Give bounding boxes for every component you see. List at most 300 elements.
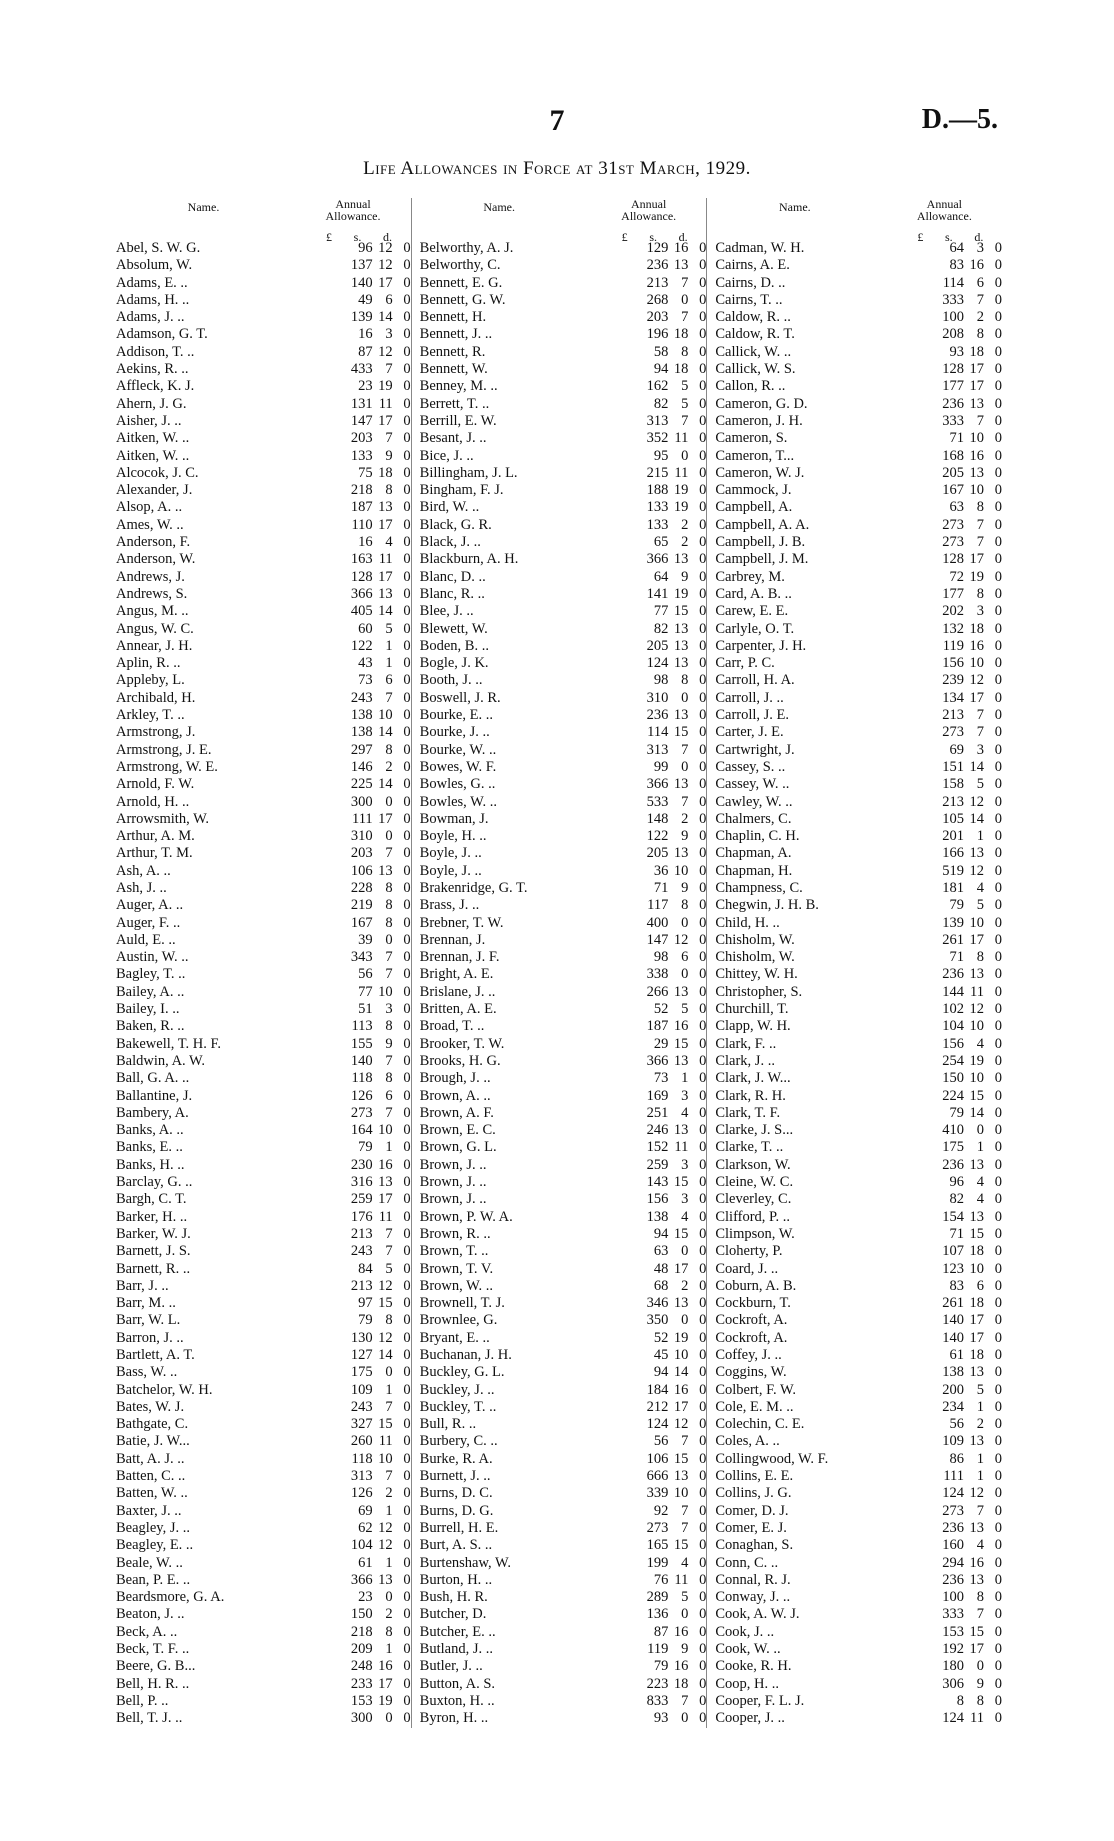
pounds-value: 273 bbox=[942, 1502, 965, 1519]
leader-space bbox=[614, 759, 640, 776]
pence-value: 0 bbox=[994, 326, 1003, 343]
shillings-value: 12 bbox=[378, 240, 393, 256]
shillings-value: 12 bbox=[673, 931, 689, 948]
leader-space bbox=[910, 430, 936, 447]
pence-value: 0 bbox=[699, 1416, 707, 1433]
pounds-value: 137 bbox=[350, 257, 373, 274]
shillings-value: 6 bbox=[681, 949, 689, 966]
shillings-value: 8 bbox=[681, 343, 689, 360]
pence-value: 0 bbox=[994, 828, 1003, 845]
pence-value: 0 bbox=[403, 361, 411, 378]
shillings-value: 12 bbox=[378, 1519, 393, 1536]
pence-value: 0 bbox=[699, 724, 707, 741]
pensioner-name: Brown, T. .. bbox=[419, 1243, 489, 1260]
pence-value: 0 bbox=[994, 689, 1003, 706]
leader-space bbox=[910, 1278, 936, 1295]
leader-space bbox=[614, 1312, 640, 1329]
shillings-value: 19 bbox=[969, 568, 985, 585]
leader-space bbox=[910, 1364, 936, 1381]
leader-space bbox=[319, 1451, 345, 1468]
shillings-value: 13 bbox=[969, 1571, 985, 1588]
shillings-value: 8 bbox=[385, 1018, 393, 1035]
pounds-value: 533 bbox=[646, 793, 669, 810]
pounds-value: 261 bbox=[942, 931, 965, 948]
pounds-value: 156 bbox=[942, 655, 965, 672]
pounds-value: 259 bbox=[350, 1191, 373, 1208]
table-row bbox=[116, 534, 411, 551]
pence-value: 0 bbox=[994, 257, 1003, 274]
pensioner-name: Berrill, E. W. bbox=[419, 412, 497, 429]
leader-space bbox=[910, 1330, 936, 1347]
pensioner-name: Barron, J. .. bbox=[116, 1329, 184, 1346]
pence-unit: d. bbox=[382, 230, 392, 244]
pounds-value: 119 bbox=[647, 1641, 669, 1658]
leader-space bbox=[614, 707, 640, 724]
table-row bbox=[707, 690, 1002, 707]
shillings-value: 16 bbox=[673, 1623, 689, 1640]
shillings-value: 1 bbox=[976, 1139, 985, 1156]
shillings-value: 17 bbox=[378, 810, 393, 827]
leader-space bbox=[910, 621, 936, 638]
pence-value: 0 bbox=[403, 1398, 411, 1415]
pensioner-name: Clarke, T. .. bbox=[715, 1139, 784, 1156]
pensioner-name: Archibald, H. bbox=[116, 689, 196, 706]
pounds-value: 105 bbox=[942, 810, 965, 827]
shillings-value: 5 bbox=[681, 395, 689, 412]
pence-value: 0 bbox=[994, 412, 1003, 429]
shillings-value: 13 bbox=[673, 1052, 689, 1069]
allowance-header-line1: Annual bbox=[926, 197, 962, 211]
table-row bbox=[116, 240, 411, 257]
pensioner-name: Buxton, H. .. bbox=[419, 1692, 495, 1709]
pounds-value: 124 bbox=[942, 1485, 965, 1502]
leader-space bbox=[614, 1122, 640, 1139]
shillings-value: 0 bbox=[385, 828, 393, 845]
shillings-value: 7 bbox=[681, 1692, 689, 1709]
table-row bbox=[412, 292, 707, 309]
pounds-value: 124 bbox=[942, 1710, 965, 1727]
shillings-value: 15 bbox=[673, 724, 689, 741]
pence-value: 0 bbox=[403, 879, 411, 896]
leader-space bbox=[910, 448, 936, 465]
leader-space bbox=[319, 1053, 345, 1070]
pensioner-name: Blanc, R. .. bbox=[419, 585, 485, 602]
pensioner-name: Brown, J. .. bbox=[419, 1191, 487, 1208]
shillings-value: 0 bbox=[681, 1243, 689, 1260]
pensioner-name: Cameron, S. bbox=[715, 430, 788, 447]
pensioner-name: Blee, J. .. bbox=[419, 603, 474, 620]
pensioner-name: Bennett, E. G. bbox=[419, 274, 503, 291]
pence-value: 0 bbox=[403, 1468, 411, 1485]
pence-value: 0 bbox=[994, 551, 1003, 568]
table-row bbox=[412, 1053, 707, 1070]
shillings-value: 12 bbox=[378, 1537, 393, 1554]
leader-space bbox=[910, 344, 936, 361]
pensioner-name: Coffey, J. .. bbox=[715, 1347, 782, 1363]
shillings-value: 18 bbox=[673, 1675, 689, 1692]
shillings-value: 7 bbox=[681, 412, 689, 429]
pounds-value: 219 bbox=[350, 897, 373, 914]
pence-value: 0 bbox=[994, 914, 1003, 931]
pensioner-name: Brennan, J. bbox=[419, 931, 486, 948]
pensioner-name: Chittey, W. H. bbox=[715, 966, 798, 983]
pounds-value: 246 bbox=[646, 1122, 669, 1139]
pence-value: 0 bbox=[994, 758, 1003, 775]
table-row bbox=[116, 430, 411, 447]
table-row bbox=[707, 569, 1002, 586]
shillings-value: 1 bbox=[681, 1070, 689, 1087]
pence-value: 0 bbox=[699, 1589, 707, 1606]
table-row bbox=[116, 1624, 411, 1641]
pounds-value: 300 bbox=[350, 793, 373, 810]
shillings-value: 5 bbox=[385, 620, 393, 637]
leader-space bbox=[614, 1174, 640, 1191]
leader-space bbox=[614, 396, 640, 413]
table-row bbox=[116, 621, 411, 638]
pounds-value: 154 bbox=[942, 1208, 965, 1225]
leader-space bbox=[319, 534, 345, 551]
pence-value: 0 bbox=[403, 1070, 411, 1087]
pensioner-name: Buckley, T. .. bbox=[419, 1398, 497, 1415]
table-row bbox=[412, 1122, 707, 1139]
pensioner-name: Arnold, H. .. bbox=[116, 793, 190, 810]
pensioner-name: Brown, J. .. bbox=[419, 1174, 487, 1191]
pensioner-name: Clark, T. F. bbox=[715, 1104, 781, 1121]
table-row bbox=[116, 396, 411, 413]
pence-value: 0 bbox=[699, 1433, 707, 1450]
table-row bbox=[707, 1174, 1002, 1191]
table-row bbox=[707, 499, 1002, 516]
table-row bbox=[412, 257, 707, 274]
table-row bbox=[412, 326, 707, 343]
table-row bbox=[116, 690, 411, 707]
shillings-value: 13 bbox=[969, 1433, 985, 1450]
leader-space bbox=[910, 1001, 936, 1018]
pounds-value: 52 bbox=[653, 1329, 669, 1346]
table-row bbox=[412, 1070, 707, 1087]
pounds-value: 109 bbox=[350, 1381, 373, 1398]
pounds-value: 73 bbox=[358, 672, 373, 689]
shillings-value: 16 bbox=[673, 240, 689, 256]
pence-value: 0 bbox=[699, 1035, 707, 1052]
shillings-value: 10 bbox=[378, 983, 393, 1000]
pensioner-name: Batt, A. J. .. bbox=[116, 1450, 185, 1467]
table-row bbox=[412, 1399, 707, 1416]
pensioner-name: Aplin, R. .. bbox=[116, 655, 181, 672]
shillings-value: 8 bbox=[385, 1070, 393, 1087]
pensioner-name: Collins, E. E. bbox=[715, 1468, 794, 1485]
leader-space bbox=[910, 828, 936, 845]
pensioner-name: Broad, T. .. bbox=[419, 1018, 485, 1035]
pounds-value: 94 bbox=[653, 361, 669, 378]
pensioner-name: Batie, J. W... bbox=[116, 1433, 190, 1450]
shillings-value: 12 bbox=[378, 343, 393, 360]
leader-space bbox=[319, 1295, 345, 1312]
pounds-value: 123 bbox=[942, 1260, 965, 1277]
pensioner-name: Cawley, W. .. bbox=[715, 793, 793, 810]
leader-space bbox=[910, 1416, 936, 1433]
pensioner-name: Bakewell, T. H. F. bbox=[116, 1035, 222, 1052]
table-row bbox=[707, 828, 1002, 845]
pence-value: 0 bbox=[994, 655, 1003, 672]
leader-space bbox=[614, 378, 640, 395]
leader-space bbox=[319, 897, 345, 914]
shillings-value: 11 bbox=[674, 430, 689, 447]
pence-value: 0 bbox=[699, 776, 707, 793]
table-row bbox=[116, 1485, 411, 1502]
pence-value: 0 bbox=[403, 482, 411, 499]
pence-value: 0 bbox=[699, 447, 707, 464]
leader-space bbox=[614, 1416, 640, 1433]
table-row bbox=[412, 1018, 707, 1035]
pensioner-name: Cloherty, P. bbox=[715, 1243, 783, 1260]
table-row bbox=[116, 1088, 411, 1105]
pensioner-name: Annear, J. H. bbox=[116, 637, 193, 654]
pence-value: 0 bbox=[994, 776, 1003, 793]
pounds-value: 94 bbox=[653, 1364, 669, 1381]
shillings-value: 7 bbox=[976, 1606, 985, 1623]
table-row bbox=[707, 586, 1002, 603]
leader-space bbox=[319, 742, 345, 759]
pence-value: 0 bbox=[994, 1485, 1003, 1502]
pence-value: 0 bbox=[994, 1035, 1003, 1052]
leader-space bbox=[614, 1606, 640, 1623]
table-row bbox=[412, 828, 707, 845]
table-row bbox=[412, 309, 707, 326]
leader-space bbox=[319, 413, 345, 430]
pence-value: 0 bbox=[403, 1606, 411, 1623]
shillings-value: 13 bbox=[673, 845, 689, 862]
shillings-value: 18 bbox=[378, 464, 393, 481]
shillings-value: 13 bbox=[673, 655, 689, 672]
pounds-value: 58 bbox=[653, 343, 669, 360]
leader-space bbox=[910, 378, 936, 395]
leader-space bbox=[614, 1382, 640, 1399]
pensioner-name: Cook, J. .. bbox=[715, 1623, 775, 1640]
pounds-value: 196 bbox=[646, 326, 669, 343]
table-row bbox=[116, 966, 411, 983]
shillings-value: 7 bbox=[681, 274, 689, 291]
pounds-value: 833 bbox=[646, 1692, 669, 1709]
table-row bbox=[707, 1157, 1002, 1174]
table-row bbox=[412, 1676, 707, 1693]
leader-space bbox=[614, 1261, 640, 1278]
shillings-value: 3 bbox=[681, 1191, 689, 1208]
leader-space bbox=[614, 1295, 640, 1312]
table-row bbox=[116, 949, 411, 966]
pounds-value: 87 bbox=[653, 1623, 669, 1640]
pence-value: 0 bbox=[403, 1035, 411, 1052]
table-row bbox=[707, 1382, 1002, 1399]
pensioner-name: Burnett, J. .. bbox=[419, 1468, 491, 1485]
allowance-header-line2: Allowance. bbox=[325, 209, 381, 223]
leader-space bbox=[319, 1710, 345, 1727]
pence-value: 0 bbox=[994, 620, 1003, 637]
pensioner-name: Armstrong, J. E. bbox=[116, 741, 212, 758]
leader-space bbox=[319, 966, 345, 983]
pensioner-name: Carroll, J. E. bbox=[715, 707, 790, 724]
pence-value: 0 bbox=[699, 430, 707, 447]
pounds-value: 82 bbox=[653, 620, 669, 637]
pounds-value: 146 bbox=[350, 758, 373, 775]
pounds-value: 156 bbox=[646, 1191, 669, 1208]
pounds-value: 140 bbox=[350, 1052, 373, 1069]
pensioner-name: Adams, J. .. bbox=[116, 309, 185, 326]
pounds-value: 188 bbox=[646, 482, 669, 499]
shillings-value: 6 bbox=[385, 672, 393, 689]
shillings-value: 5 bbox=[681, 1001, 689, 1018]
pence-value: 0 bbox=[403, 655, 411, 672]
leader-space bbox=[910, 707, 936, 724]
pence-value: 0 bbox=[994, 1450, 1003, 1467]
pensioner-name: Bowman, J. bbox=[419, 810, 489, 827]
table-row bbox=[707, 1485, 1002, 1502]
shillings-value: 0 bbox=[385, 1710, 393, 1727]
table-row bbox=[412, 1261, 707, 1278]
table-row bbox=[116, 1468, 411, 1485]
leader-space bbox=[910, 586, 936, 603]
leader-space bbox=[910, 1399, 936, 1416]
pence-value: 0 bbox=[403, 776, 411, 793]
pounds-value: 405 bbox=[350, 603, 373, 620]
pensioner-name: Burton, H. .. bbox=[419, 1571, 493, 1588]
pounds-value: 77 bbox=[653, 603, 669, 620]
table-row bbox=[707, 1589, 1002, 1606]
pounds-value: 132 bbox=[942, 620, 965, 637]
table-row bbox=[412, 1088, 707, 1105]
table-row bbox=[707, 534, 1002, 551]
pensioner-name: Banks, E. .. bbox=[116, 1139, 183, 1156]
leader-space bbox=[614, 465, 640, 482]
table-row bbox=[707, 326, 1002, 343]
pence-value: 0 bbox=[403, 949, 411, 966]
table-row bbox=[116, 1191, 411, 1208]
pensioner-name: Cleverley, C. bbox=[715, 1191, 792, 1208]
shillings-value: 15 bbox=[673, 603, 689, 620]
pounds-value: 16 bbox=[358, 534, 373, 551]
shillings-value: 16 bbox=[673, 1658, 689, 1675]
shillings-value: 7 bbox=[681, 1502, 689, 1519]
leader-space bbox=[319, 828, 345, 845]
pence-value: 0 bbox=[403, 862, 411, 879]
pounds-value: 254 bbox=[942, 1052, 965, 1069]
pensioner-name: Brown, E. C. bbox=[419, 1122, 496, 1139]
pence-value: 0 bbox=[403, 1623, 411, 1640]
table-row bbox=[116, 1572, 411, 1589]
pounds-value: 86 bbox=[949, 1450, 965, 1467]
pensioner-name: Brislane, J. .. bbox=[419, 983, 496, 1000]
pounds-value: 69 bbox=[358, 1502, 373, 1519]
pence-value: 0 bbox=[994, 1468, 1003, 1485]
pensioner-name: Chaplin, C. H. bbox=[715, 828, 800, 845]
table-row bbox=[707, 1191, 1002, 1208]
pence-value: 0 bbox=[403, 412, 411, 429]
pounds-value: 71 bbox=[949, 949, 965, 966]
pence-value: 0 bbox=[403, 257, 411, 274]
leader-space bbox=[910, 1157, 936, 1174]
shillings-value: 17 bbox=[673, 1260, 689, 1277]
pensioner-name: Bell, T. J. .. bbox=[116, 1710, 183, 1727]
pounds-value: 72 bbox=[949, 568, 965, 585]
leader-space bbox=[910, 638, 936, 655]
pounds-value: 205 bbox=[646, 845, 669, 862]
leader-space bbox=[614, 586, 640, 603]
pence-value: 0 bbox=[994, 1381, 1003, 1398]
pence-value: 0 bbox=[699, 361, 707, 378]
pensioner-name: Cameron, W. J. bbox=[715, 464, 805, 481]
shillings-value: 7 bbox=[385, 845, 393, 862]
shillings-value: 0 bbox=[681, 291, 689, 308]
shillings-value: 13 bbox=[378, 499, 393, 516]
pensioner-name: Barnett, R. .. bbox=[116, 1260, 191, 1277]
pence-value: 0 bbox=[403, 793, 411, 810]
shillings-value: 0 bbox=[385, 931, 393, 948]
pensioner-name: Collins, J. G. bbox=[715, 1485, 792, 1502]
leader-space bbox=[910, 1209, 936, 1226]
table-row bbox=[707, 517, 1002, 534]
table-row bbox=[412, 1520, 707, 1537]
pence-value: 0 bbox=[699, 689, 707, 706]
pensioner-name: Cameron, T... bbox=[715, 447, 795, 464]
leader-space bbox=[910, 742, 936, 759]
shillings-value: 16 bbox=[969, 637, 985, 654]
table-row bbox=[707, 1209, 1002, 1226]
pence-value: 0 bbox=[699, 1364, 707, 1381]
table-row bbox=[707, 1433, 1002, 1450]
table-row bbox=[707, 309, 1002, 326]
pounds-value: 333 bbox=[942, 1606, 965, 1623]
shillings-value: 11 bbox=[970, 1710, 985, 1727]
pounds-value: 218 bbox=[350, 1623, 373, 1640]
shillings-value: 16 bbox=[969, 257, 985, 274]
table-row bbox=[707, 915, 1002, 932]
pensioner-name: Carter, J. E. bbox=[715, 724, 784, 741]
leader-space bbox=[319, 1537, 345, 1554]
table-row bbox=[412, 240, 707, 257]
shillings-value: 17 bbox=[378, 1675, 393, 1692]
leader-space bbox=[614, 309, 640, 326]
pensioner-name: Butler, J. .. bbox=[419, 1658, 483, 1675]
pensioner-name: Absolum, W. bbox=[116, 257, 193, 274]
pensioner-name: Bell, P. .. bbox=[116, 1692, 169, 1709]
table-row bbox=[116, 1433, 411, 1450]
shillings-value: 13 bbox=[378, 585, 393, 602]
shillings-value: 11 bbox=[674, 1139, 689, 1156]
shillings-value: 10 bbox=[969, 1260, 985, 1277]
pensioner-name: Collingwood, W. F. bbox=[715, 1450, 829, 1467]
leader-space bbox=[910, 396, 936, 413]
pounds-value: 140 bbox=[942, 1329, 965, 1346]
leader-space bbox=[910, 1070, 936, 1087]
pounds-value: 225 bbox=[350, 776, 373, 793]
leader-space bbox=[614, 1191, 640, 1208]
pounds-value: 180 bbox=[942, 1658, 965, 1675]
table-row bbox=[116, 482, 411, 499]
pounds-unit: £ bbox=[621, 230, 628, 244]
pence-value: 0 bbox=[994, 1312, 1003, 1329]
shillings-value: 8 bbox=[385, 1312, 393, 1329]
pence-value: 0 bbox=[699, 879, 707, 896]
pounds-value: 167 bbox=[942, 482, 965, 499]
shillings-value: 13 bbox=[969, 464, 985, 481]
table-row bbox=[116, 984, 411, 1001]
pensioner-name: Bird, W. .. bbox=[419, 499, 480, 516]
leader-space bbox=[319, 551, 345, 568]
table-row bbox=[412, 897, 707, 914]
leader-space bbox=[614, 1555, 640, 1572]
shillings-value: 13 bbox=[969, 1208, 985, 1225]
table-row bbox=[412, 1503, 707, 1520]
